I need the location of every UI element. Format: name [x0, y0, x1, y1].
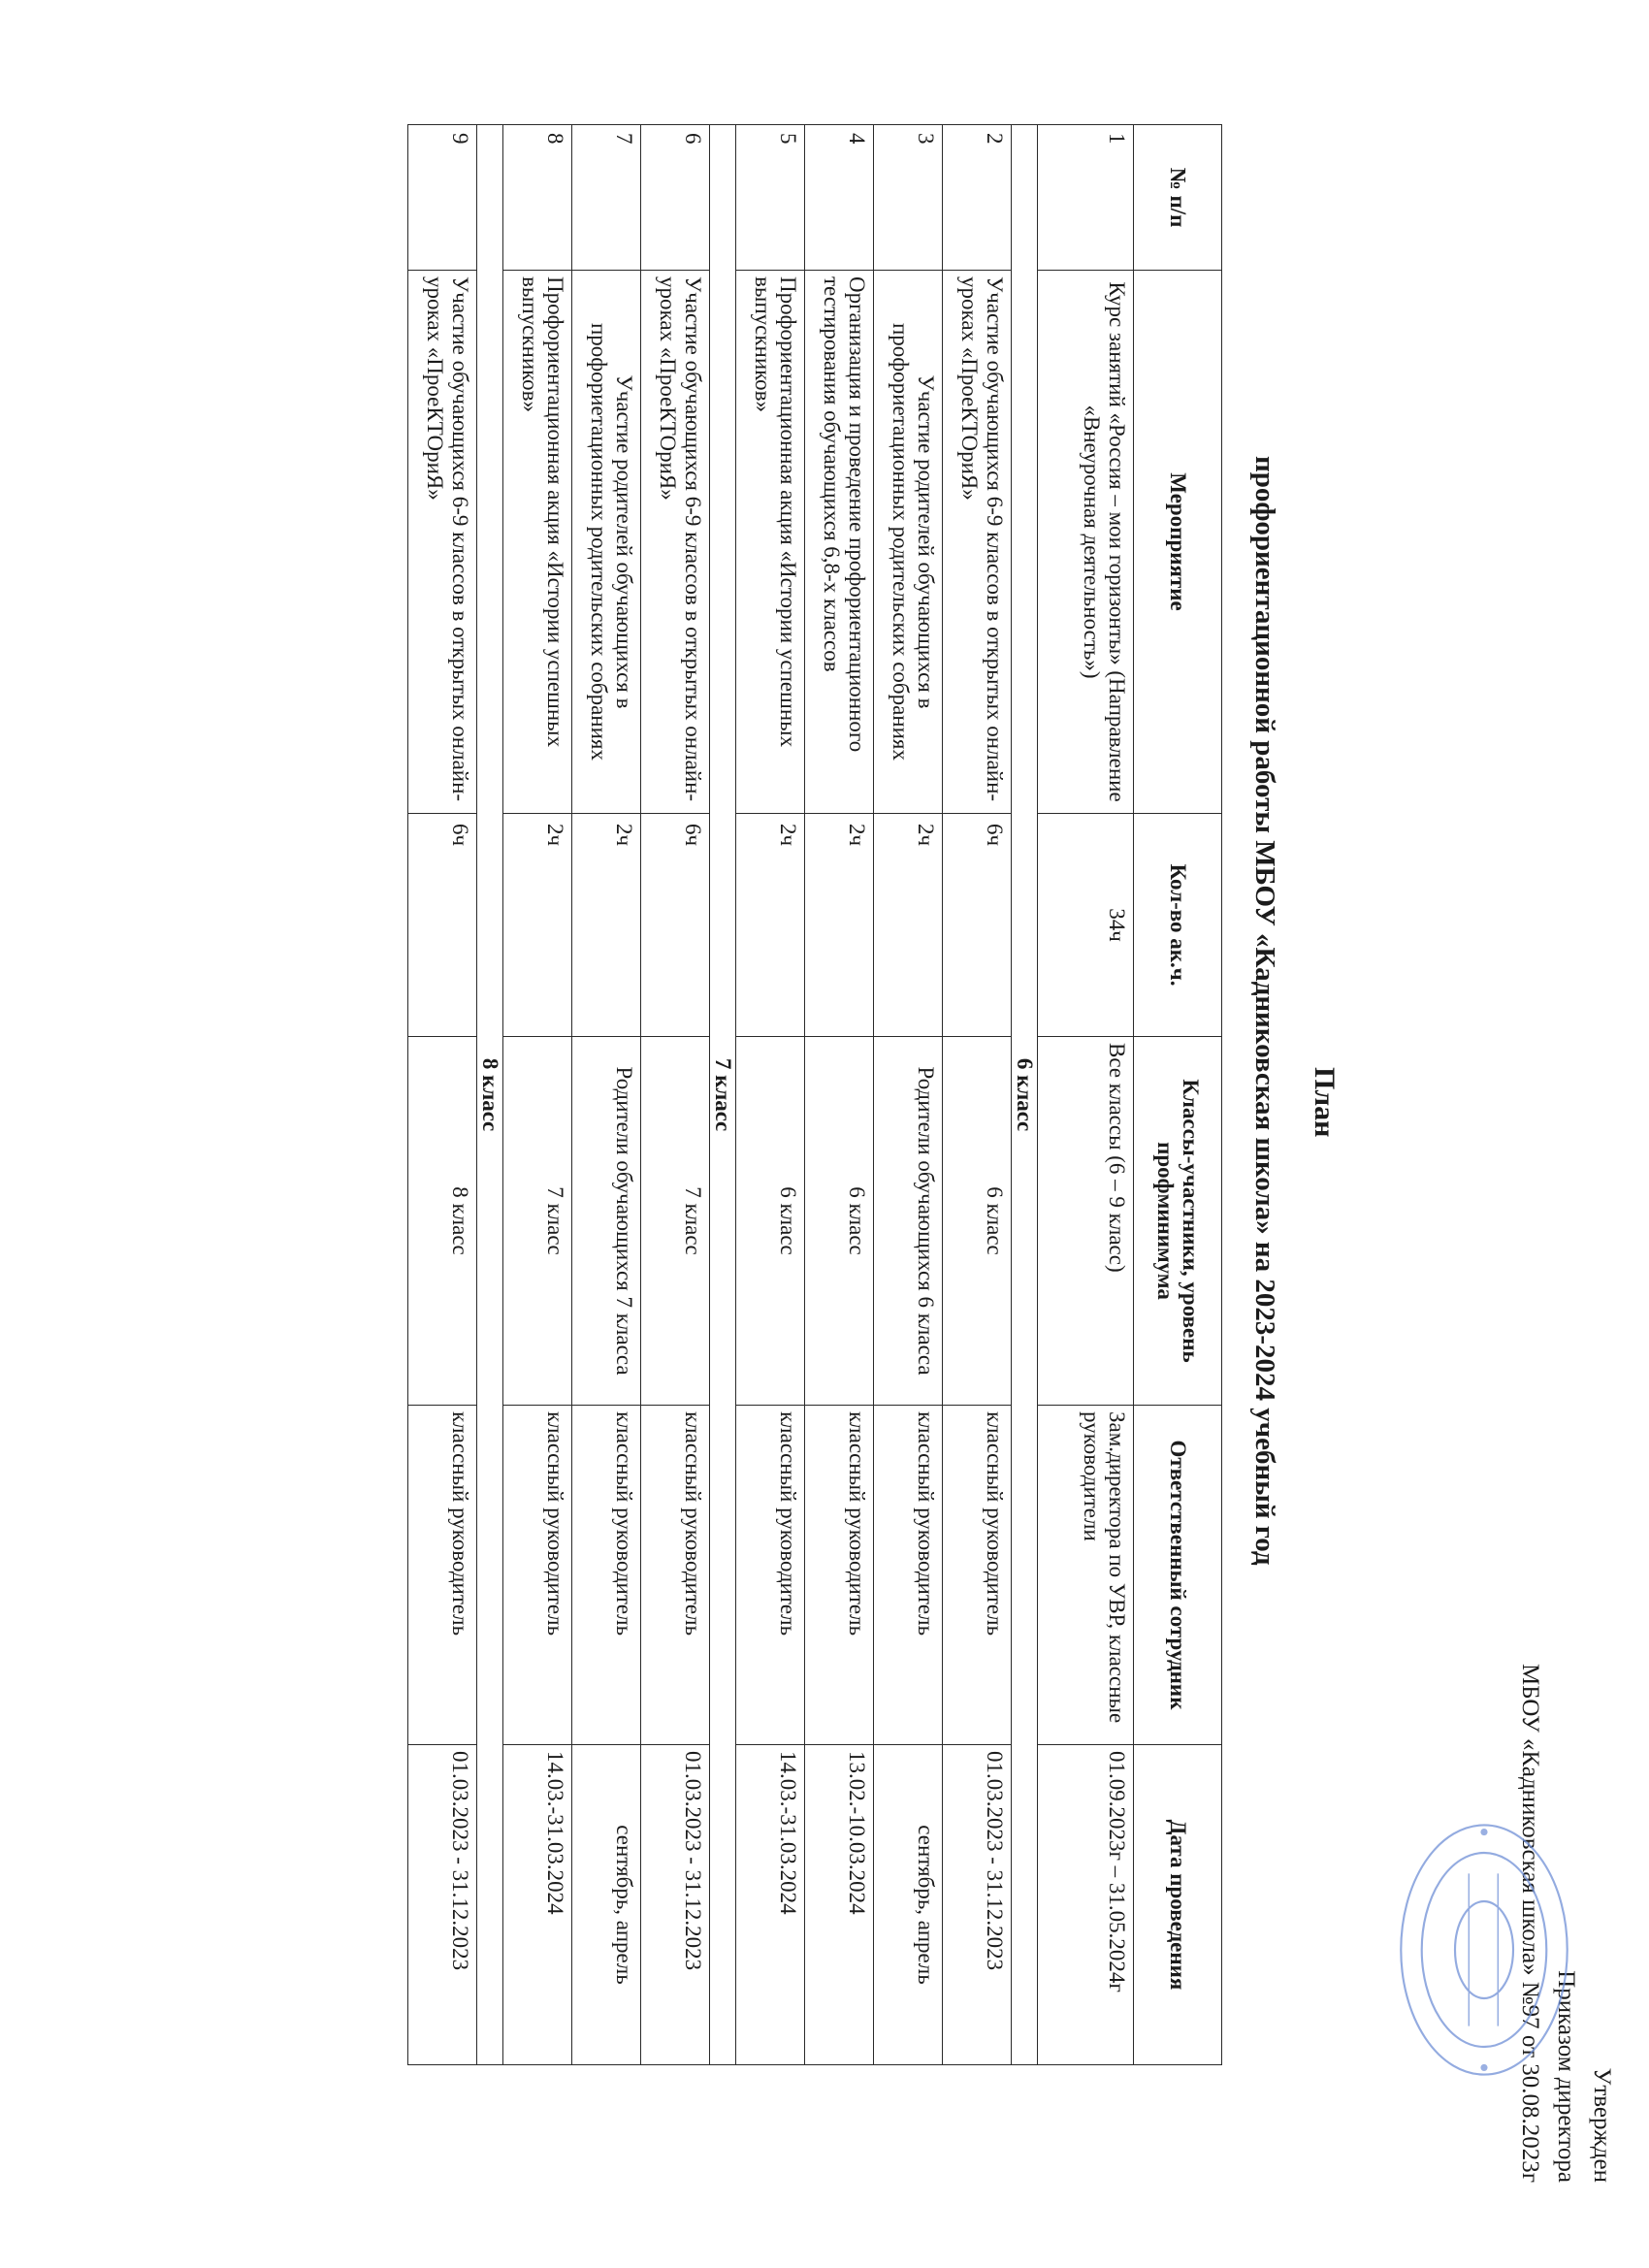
cell-num: 8 — [503, 125, 572, 271]
page-title: План — [1309, 1067, 1341, 1138]
table-row — [641, 125, 710, 2065]
cell-num: 6 — [641, 125, 710, 271]
cell-num: 1 — [1038, 125, 1134, 271]
section-label: 7 класс — [710, 125, 736, 2065]
cell-event: Участие обучающихся 6-9 классов в открытых онлайн-уроках «ПроеКТОриЯ» — [408, 271, 477, 814]
approval-line-3: МБОУ «Кадниковская школа» №97 от 30.08.2023г — [1517, 1664, 1543, 2183]
cell-date: 01.03.2023 - 31.12.2023 — [943, 1745, 1012, 2065]
cell-participants: 6 класс — [736, 1037, 805, 1406]
header-responsible: Ответственный сотрудник — [1134, 1406, 1222, 1745]
cell-hours: 2ч — [503, 814, 572, 1037]
cell-num: 7 — [572, 125, 641, 271]
cell-hours: 2ч — [572, 814, 641, 1037]
section-label: 6 класс — [1012, 125, 1038, 2065]
cell-event: Участие родителей обучающихся в профориетационных родительских собраниях — [874, 271, 943, 814]
cell-responsible: классный руководитель — [408, 1406, 477, 1745]
cell-participants: 7 класс — [503, 1037, 572, 1406]
cell-event: Организация и проведение профориентационного тестирования обучающихся 6,8-х классов — [805, 271, 874, 814]
cell-hours: 2ч — [805, 814, 874, 1037]
school-stamp-icon — [1339, 1775, 1630, 2124]
cell-hours: 6ч — [408, 814, 477, 1037]
header-hours: Кол-во ак.ч. — [1134, 814, 1222, 1037]
cell-date: 13.02.-10.03.2024 — [805, 1745, 874, 2065]
header-participants: Классы-участники, уровень профминимума — [1134, 1037, 1222, 1406]
cell-responsible: классный руководитель — [736, 1406, 805, 1745]
cell-hours: 34ч — [1038, 814, 1134, 1037]
table-row — [943, 125, 1012, 2065]
section-label: 8 класс — [477, 125, 503, 2065]
approval-line-2: Приказом директора — [1553, 1970, 1579, 2183]
header-num: № п/п — [1134, 125, 1222, 271]
cell-responsible: классный руководитель — [805, 1406, 874, 1745]
section-row — [477, 125, 503, 2065]
cell-event: Курс занятий «Россия – мои горизонты» (Направление «Внеурочная деятельность») — [1038, 271, 1134, 814]
table-row — [805, 125, 874, 2065]
cell-date: 14.03.-31.03.2024 — [503, 1745, 572, 2065]
cell-participants: 8 класс — [408, 1037, 477, 1406]
cell-participants: 6 класс — [943, 1037, 1012, 1406]
header-event: Мероприятие — [1134, 271, 1222, 814]
header-date: Дата проведения — [1134, 1745, 1222, 2065]
cell-participants: 6 класс — [805, 1037, 874, 1406]
cell-num: 3 — [874, 125, 943, 271]
cell-hours: 2ч — [874, 814, 943, 1037]
cell-event: Профориентационная акция «Истории успешных выпускников» — [736, 271, 805, 814]
cell-date: 01.03.2023 - 31.12.2023 — [641, 1745, 710, 2065]
cell-date: сентябрь, апрель — [874, 1745, 943, 2065]
plan-table — [407, 124, 1222, 2065]
cell-hours: 6ч — [943, 814, 1012, 1037]
cell-event: Профориентационная акция «Истории успешных выпускников» — [503, 271, 572, 814]
table-row — [572, 125, 641, 2065]
cell-participants: Родители обучающихся 7 класса — [572, 1037, 641, 1406]
cell-responsible: классный руководитель — [874, 1406, 943, 1745]
cell-num: 5 — [736, 125, 805, 271]
cell-hours: 2ч — [736, 814, 805, 1037]
cell-hours: 6ч — [641, 814, 710, 1037]
cell-responsible: классный руководитель — [641, 1406, 710, 1745]
table-row — [874, 125, 943, 2065]
cell-date: 14.03.-31.03.2024 — [736, 1745, 805, 2065]
approval-line-1: Утвержден — [1589, 2067, 1615, 2183]
cell-num: 4 — [805, 125, 874, 271]
cell-responsible: классный руководитель — [503, 1406, 572, 1745]
cell-date: сентябрь, апрель — [572, 1745, 641, 2065]
cell-event: Участие обучающихся 6-9 классов в открытых онлайн-уроках «ПроеКТОриЯ» — [943, 271, 1012, 814]
cell-participants: Все классы (6 – 9 класс) — [1038, 1037, 1134, 1406]
page-subtitle: профориентационной работы МБОУ «Кадниковская школа» на 2023-2024 учебный год — [1249, 456, 1280, 1566]
cell-num: 2 — [943, 125, 1012, 271]
cell-responsible: Зам.директора по УВР, классные руководители — [1038, 1406, 1134, 1745]
cell-responsible: классный руководитель — [572, 1406, 641, 1745]
cell-participants: 7 класс — [641, 1037, 710, 1406]
cell-participants: Родители обучающихся 6 класса — [874, 1037, 943, 1406]
cell-event: Участие родителей обучающихся в профориетационных родительских собраниях — [572, 271, 641, 814]
section-row — [1012, 125, 1038, 2065]
cell-date: 01.09.2023г – 31.05.2024г — [1038, 1745, 1134, 2065]
cell-responsible: классный руководитель — [943, 1406, 1012, 1745]
table-row — [503, 125, 572, 2065]
table-row — [408, 125, 477, 2065]
cell-date: 01.03.2023 - 31.12.2023 — [408, 1745, 477, 2065]
cell-num: 9 — [408, 125, 477, 271]
table-row — [1038, 125, 1134, 2065]
table-row — [736, 125, 805, 2065]
cell-event: Участие обучающихся 6-9 классов в открытых онлайн-уроках «ПроеКТОриЯ» — [641, 271, 710, 814]
table-header-row — [1134, 125, 1222, 2065]
section-row — [710, 125, 736, 2065]
